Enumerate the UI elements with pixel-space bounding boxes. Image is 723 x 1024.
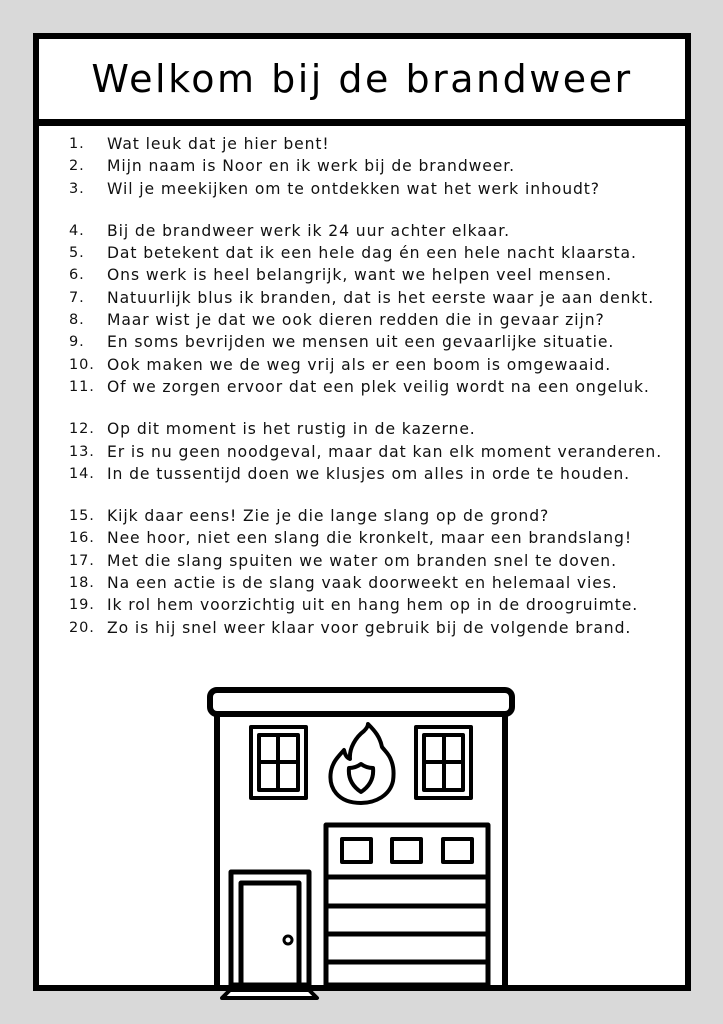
item-text: Kijk daar eens! Zie je die lange slang op de grond? [107,507,550,526]
item-text: Bij de brandweer werk ik 24 uur achter elkaar. [107,221,510,240]
door-icon [231,872,309,985]
item-text: Mijn naam is Noor en ik werk bij de brandweer. [107,157,516,176]
item-number: 15. [69,508,95,525]
item-number: 19. [69,597,95,614]
item-number: 14. [69,465,95,482]
item-text: Op dit moment is het rustig in de kazerne. [107,420,476,439]
item-number: 2. [69,158,85,175]
item-text: En soms bevrijden we mensen uit een gevaarlijke situatie. [107,333,615,352]
page-title: Welkom bij de brandweer [91,57,633,101]
item-text: Er is nu geen noodgeval, maar dat kan elk moment veranderen. [107,442,663,461]
item-number: 13. [69,443,95,460]
item-number: 16. [69,530,95,547]
item-number: 11. [69,378,95,395]
item-number: 4. [69,222,85,239]
item-text: Maar wist je dat we ook dieren redden die in gevaar zijn? [107,311,605,330]
item-number: 17. [69,552,95,569]
item-text: Of we zorgen ervoor dat een plek veilig wordt na een ongeluk. [107,377,650,396]
item-number: 1. [69,136,85,152]
item-number: 3. [69,180,85,197]
door-step-icon [222,990,317,998]
roof-icon [210,690,512,714]
item-text: Nee hoor, niet een slang die kronkelt, maar een brandslang! [107,529,632,548]
item-text: Ook maken we de weg vrij als er een boom is omgewaaid. [107,355,612,374]
item-number: 6. [69,267,85,284]
item-number: 5. [69,245,85,262]
item-text: Wil je meekijken om te ontdekken wat het werk inhoudt? [107,179,600,198]
item-number: 7. [69,289,85,306]
window-right-icon [416,727,471,798]
item-text: Met die slang spuiten we water om branden snel te doven. [107,551,617,570]
item-text: Wat leuk dat je hier bent! [107,135,330,153]
item-number: 12. [69,421,95,438]
garage-door-icon [326,825,488,985]
window-left-icon [251,727,306,798]
flame-shield-icon [330,724,393,803]
item-text: In de tussentijd doen we klusjes om alles in orde te houden. [107,464,630,483]
item-text: Zo is hij snel weer klaar voor gebruik bij de volgende brand. [107,618,632,637]
item-text: Na een actie is de slang vaak doorweekt en helemaal vies. [107,574,618,593]
item-number: 18. [69,575,95,592]
item-number: 9. [69,334,85,351]
item-text: Dat betekent dat ik een hele dag én een hele nacht klaarsta. [107,244,637,263]
item-text: Ons werk is heel belangrijk, want we helpen veel mensen. [107,266,612,285]
item-number: 8. [69,312,85,329]
item-number: 10. [69,356,95,373]
item-text: Natuurlijk blus ik branden, dat is het eerste waar je aan denkt. [107,288,655,307]
item-text: Ik rol hem voorzichtig uit en hang hem op in de droogruimte. [107,596,639,615]
item-number: 20. [69,619,95,636]
